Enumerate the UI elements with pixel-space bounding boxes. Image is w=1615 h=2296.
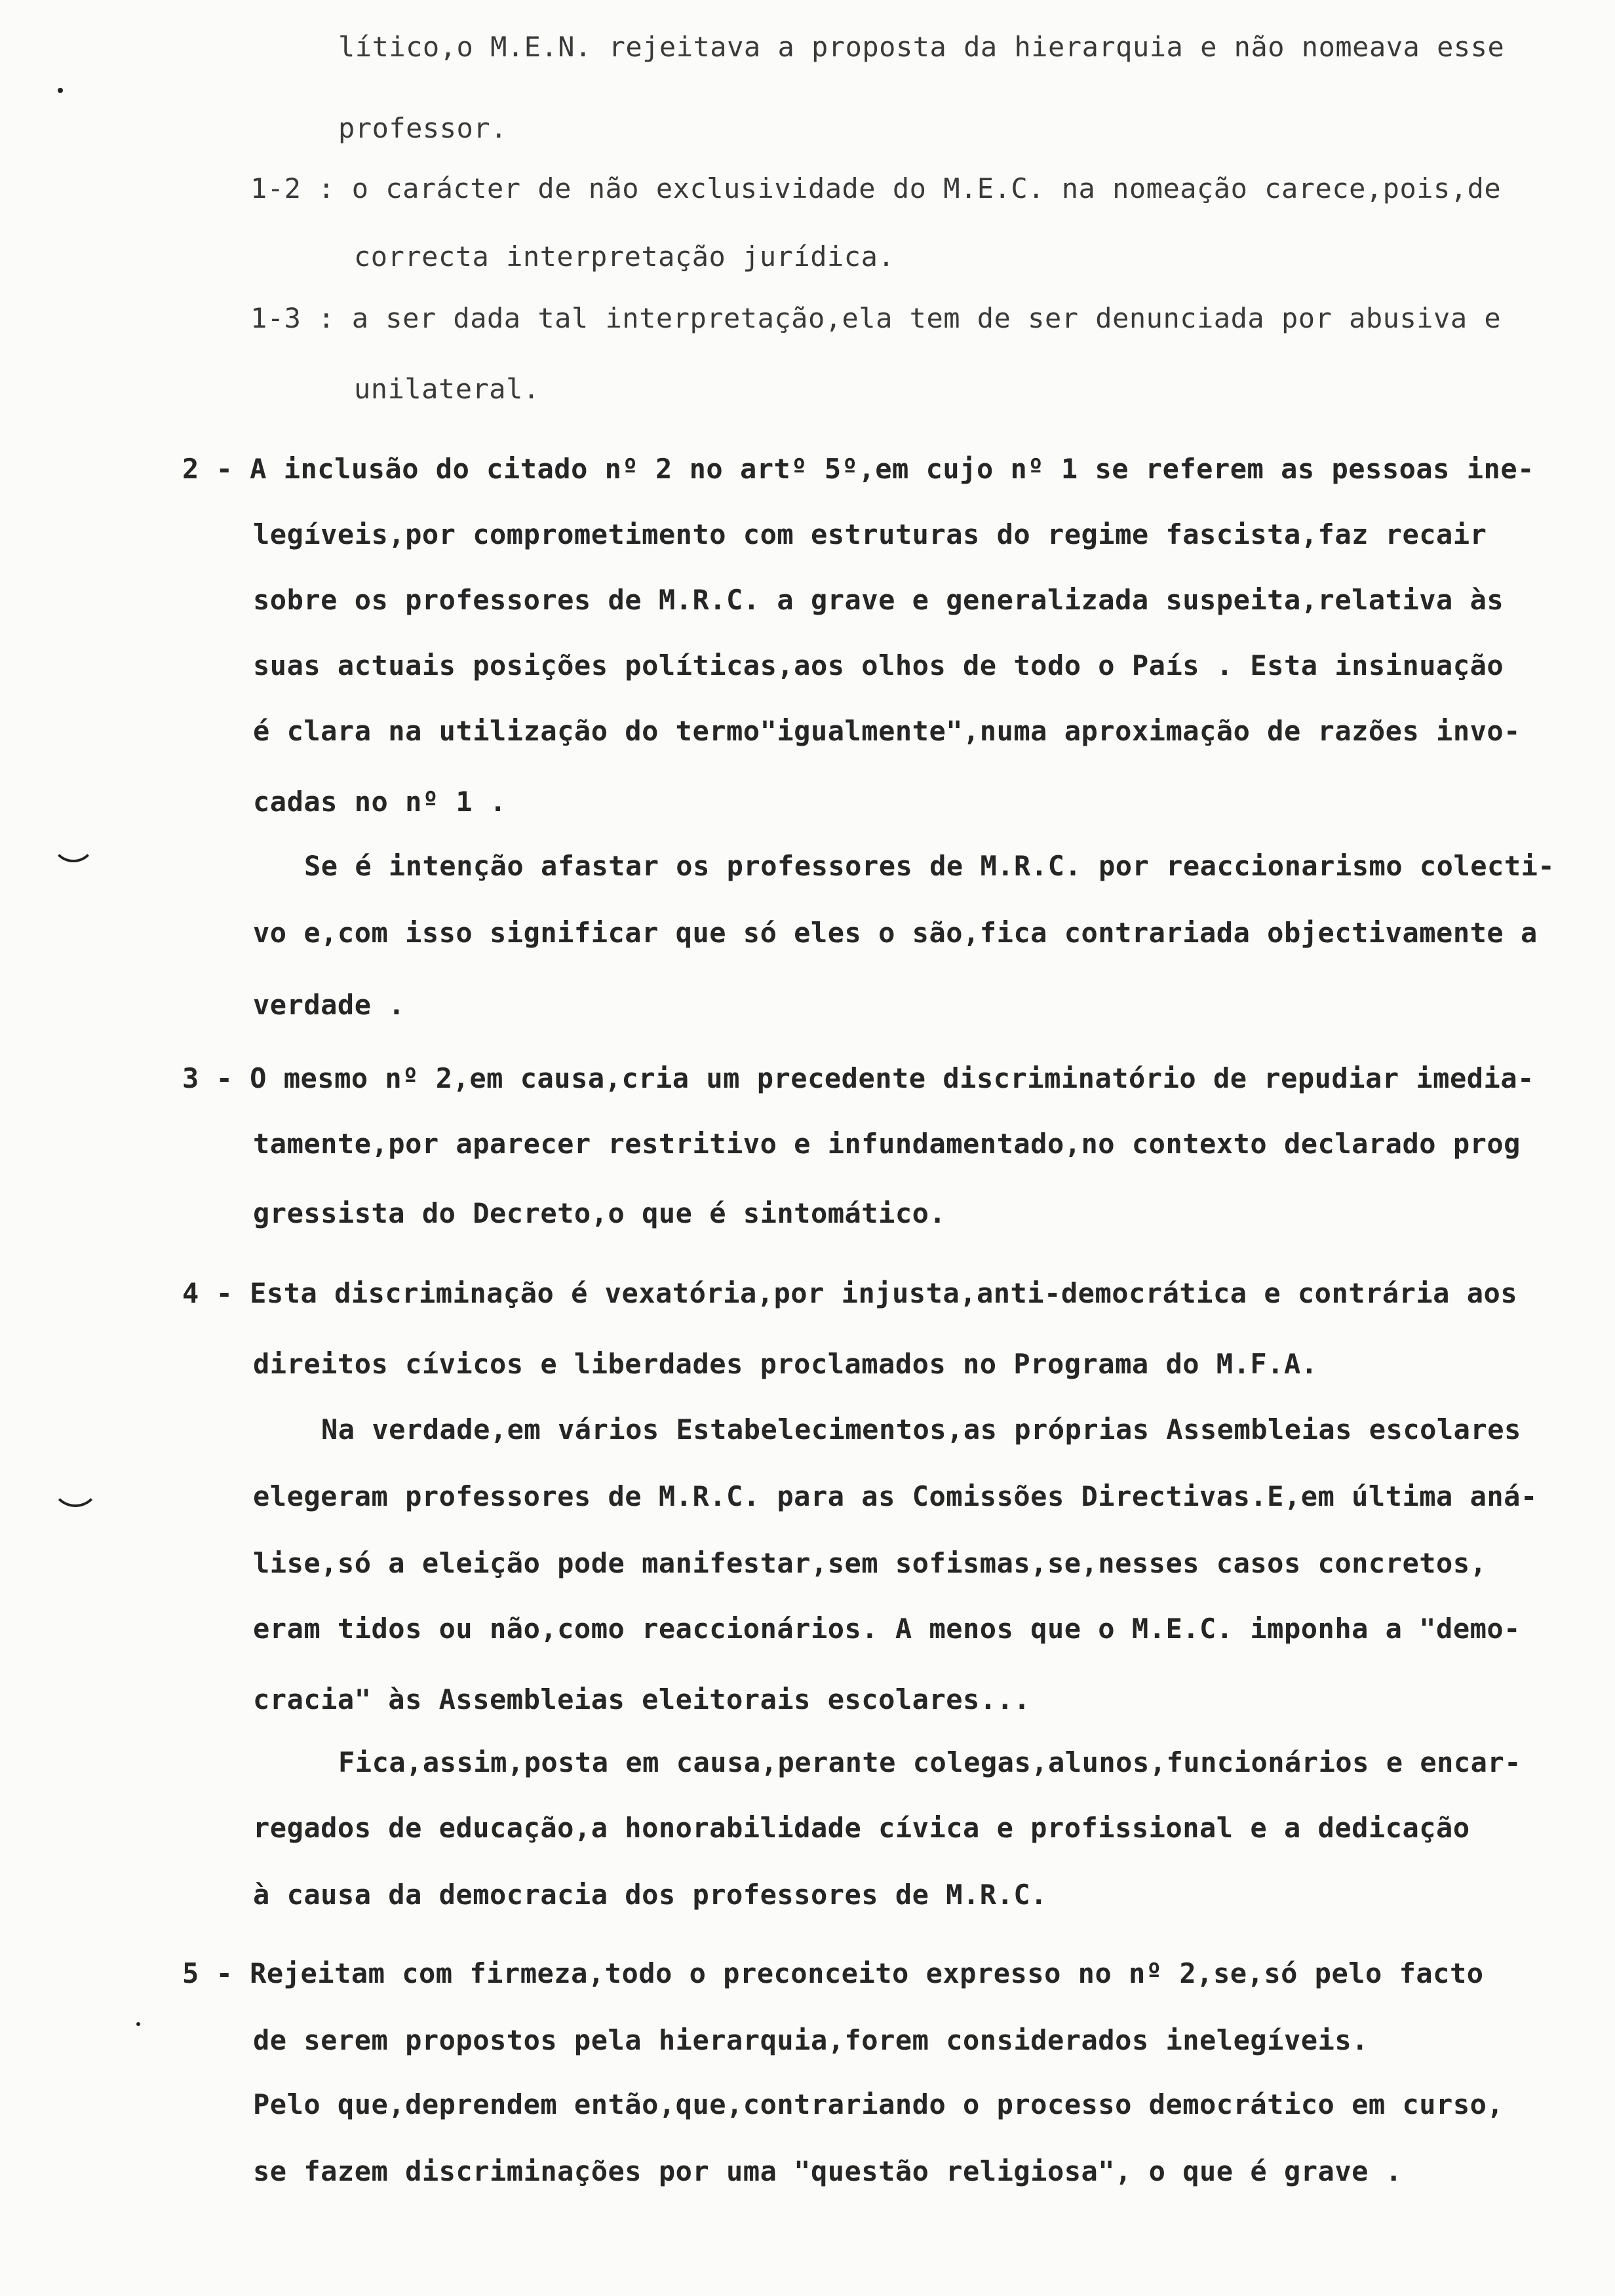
document-line: direitos cívicos e liberdades proclamados no Programa do M.F.A.	[253, 1348, 1318, 1380]
margin-dot	[58, 88, 63, 93]
document-line: Na verdade,em vários Estabelecimentos,as próprias Assembleias escolares	[321, 1413, 1521, 1445]
document-line: lítico,o M.E.N. rejeitava a proposta da hierarquia e não nomeava esse	[338, 31, 1505, 63]
document-line: 2 - A inclusão do citado nº 2 no artº 5º,em cujo nº 1 se referem as pessoas ine-	[182, 453, 1534, 485]
document-line: se fazem discriminações por uma "questão religiosa", o que é grave .	[253, 2155, 1403, 2187]
document-line: lise,só a eleição pode manifestar,sem sofismas,se,nesses casos concretos,	[253, 1547, 1487, 1579]
document-line: Fica,assim,posta em causa,perante colegas,alunos,funcionários e encar-	[338, 1746, 1522, 1778]
margin-dot	[136, 2022, 140, 2026]
document-line: à causa da democracia dos professores de M.R.C.	[253, 1879, 1047, 1911]
document-line: vo e,com isso significar que só eles o são,fica contrariada objectivamente a	[253, 917, 1538, 949]
document-line: Se é intenção afastar os professores de M.R.C. por reaccionarismo colecti-	[304, 850, 1555, 882]
document-line: verdade .	[253, 989, 406, 1021]
document-line: é clara na utilização do termo"igualmente",numa aproximação de razões invo-	[253, 715, 1521, 747]
margin-bracket-mark	[51, 832, 96, 862]
document-line: 4 - Esta discriminação é vexatória,por injusta,anti-democrática e contrária aos	[182, 1277, 1518, 1309]
document-line: tamente,por aparecer restritivo e infundamentado,no contexto declarado prog	[253, 1128, 1521, 1160]
document-line: 5 - Rejeitam com firmeza,todo o preconceito expresso no nº 2,se,só pelo facto	[182, 1957, 1484, 1989]
document-line: unilateral.	[354, 373, 540, 405]
document-line: 1-3 : a ser dada tal interpretação,ela tem de ser denunciada por abusiva e	[250, 302, 1502, 334]
document-line: sobre os professores de M.R.C. a grave e generalizada suspeita,relativa às	[253, 584, 1504, 616]
margin-bracket-mark	[51, 1476, 100, 1507]
document-line: de serem propostos pela hierarquia,forem considerados inelegíveis.	[253, 2024, 1369, 2056]
document-line: legíveis,por comprometimento com estruturas do regime fascista,faz recair	[253, 518, 1487, 550]
document-line: 1-2 : o carácter de não exclusividade do M.E.C. na nomeação carece,pois,de	[250, 172, 1502, 204]
document-line: gressista do Decreto,o que é sintomático.	[253, 1197, 946, 1229]
document-line: 3 - O mesmo nº 2,em causa,cria um precedente discriminatório de repudiar imedia-	[182, 1062, 1534, 1094]
document-line: correcta interpretação jurídica.	[354, 240, 895, 273]
document-line: professor.	[338, 112, 507, 144]
document-line: suas actuais posições políticas,aos olhos de todo o País . Esta insinuação	[253, 649, 1504, 681]
document-line: Pelo que,deprendem então,que,contrariando o processo democrático em curso,	[253, 2088, 1504, 2120]
document-line: regados de educação,a honorabilidade cívica e profissional e a dedicação	[253, 1812, 1470, 1844]
document-line: cracia" às Assembleias eleitorais escolares...	[253, 1683, 1031, 1715]
document-line: cadas no nº 1 .	[253, 786, 507, 818]
document-line: elegeram professores de M.R.C. para as Comissões Directivas.E,em última aná-	[253, 1480, 1538, 1512]
document-line: eram tidos ou não,como reaccionários. A menos que o M.E.C. imponha a "demo-	[253, 1613, 1521, 1645]
